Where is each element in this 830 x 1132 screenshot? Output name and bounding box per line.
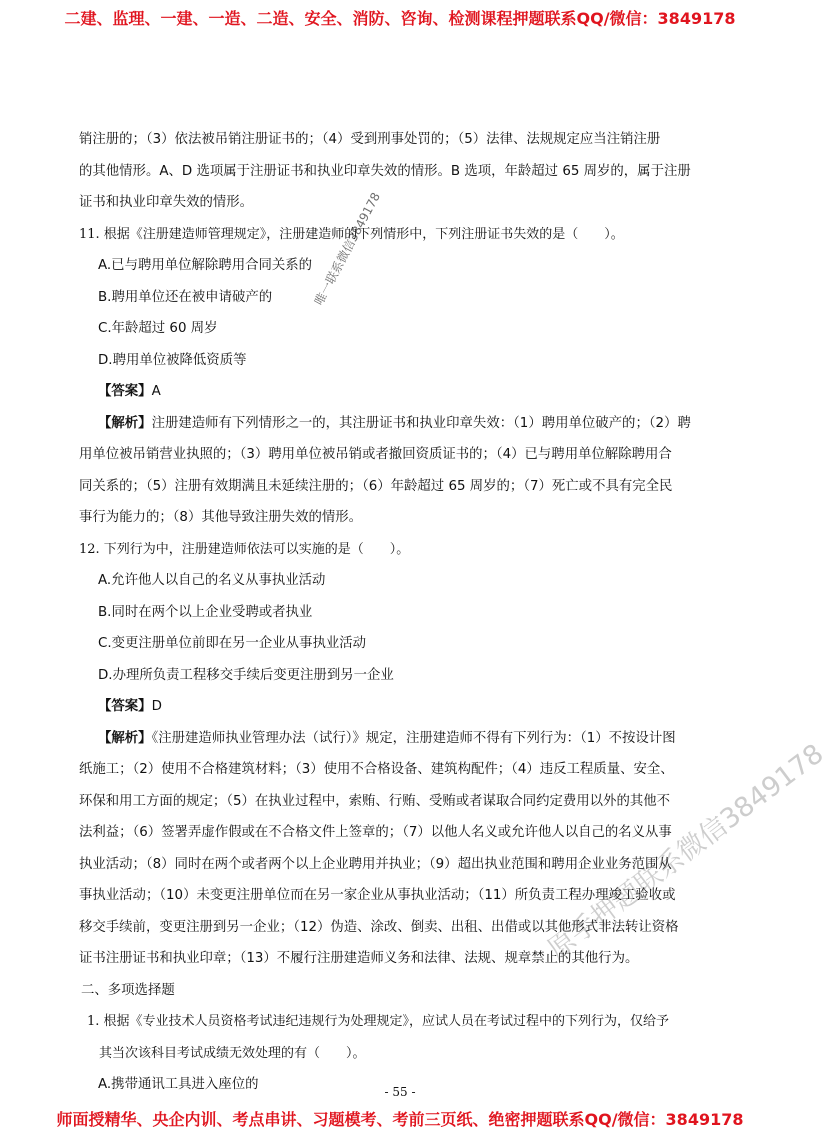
q11-option-c: C.年龄超过 60 周岁: [98, 321, 218, 336]
top-contact-banner: 二建、监理、一建、一造、二造、安全、消防、咨询、检测课程押题联系QQ/微信：3849178: [64, 9, 736, 28]
answer-value: D: [151, 699, 162, 714]
q12-analysis-line: 证书注册证书和执业印章；（13）不履行注册建造师义务和法律、法规、规章禁止的其他行为。: [79, 951, 639, 966]
question-12-stem: 12. 下列行为中，注册建造师依法可以实施的是（ ）。: [79, 541, 410, 557]
q12-option-a: A.允许他人以自己的名义从事执业活动: [98, 573, 326, 588]
q11-option-d: D.聘用单位被降低资质等: [98, 352, 247, 368]
analysis-text: 注册建造师有下列情形之一的，其注册证书和执业印章失效：（1）聘用单位破产的；（2）聘: [151, 415, 691, 431]
q11-option-b: B.聘用单位还在被申请破产的: [98, 289, 273, 305]
question-11-stem: 11. 根据《注册建造师管理规定》，注册建造师的下列情形中，下列注册证书失效的是（ ）。: [79, 226, 624, 242]
q12-answer: [79, 691, 739, 723]
watermark-small: 唯一联系微信3849178: [311, 190, 384, 308]
section-heading: 二、多项选择题: [81, 982, 175, 998]
mq1-stem: 1. 根据《专业技术人员资格考试违纪违规行为处理规定》，应试人员在考试过程中的下列行为，仅给予: [87, 1014, 670, 1029]
q11-analysis-line: 用单位被吊销营业执照的；（3）聘用单位被吊销或者撤回资质证书的；（4）已与聘用单位解除聘用合: [79, 447, 672, 462]
q12-analysis-line: 移交手续前，变更注册到另一企业；（12）伪造、涂改、倒卖、出租、出借或以其他形式非法转让资格: [79, 919, 679, 935]
q12-option-d: D.办理所负责工程移交手续后变更注册到另一企业: [98, 667, 394, 683]
q12-analysis-line: 法利益；（6）签署弄虚作假或在不合格文件上签章的；（7）以他人名义或允许他人以自己的名义从事: [79, 825, 672, 840]
mq1-stem-continued: 其当次该科目考试成绩无效处理的有（ ）。: [99, 1045, 366, 1061]
answer-value: A: [151, 384, 161, 399]
q11-analysis-line: 同关系的；（5）注册有效期满且未延续注册的；（6）年龄超过 65 周岁的；（7）死亡或不具有完全民: [79, 478, 673, 494]
analysis-text: 《注册建造师执业管理办法（试行）》规定，注册建造师不得有下列行为：（1）不按设计图: [151, 730, 676, 746]
q11-analysis-line: [79, 408, 739, 440]
q12-analysis-line: 事执业活动；（10）未变更注册单位而在另一家企业从事执业活动；（11）所负责工程办理竣工验收或: [79, 888, 676, 903]
q12-analysis-line: 环保和用工方面的规定；（5）在执业过程中，索贿、行贿、受贿或者谋取合同约定费用以外的其他不: [79, 793, 671, 809]
q11-option-a: A.已与聘用单位解除聘用合同关系的: [98, 258, 313, 273]
q11-analysis-line: 事行为能力的；（8）其他导致注册失效的情形。: [79, 510, 363, 525]
text-line: 的其他情形。A、D 选项属于注册证书和执业印章失效的情形。B 选项，年龄超过 65 周岁的，属于注册: [79, 163, 691, 179]
q11-answer: [79, 376, 739, 408]
q12-analysis-line: [79, 723, 739, 755]
text-line: 销注册的；（3）依法被吊销注册证书的；（4）受到刑事处罚的；（5）法律、法规规定应当注销注册: [79, 132, 661, 147]
answer-tag: 【答案】: [98, 699, 152, 714]
analysis-tag: 【解析】: [98, 415, 152, 431]
q12-analysis-line: 纸施工；（2）使用不合格建筑材料；（3）使用不合格设备、建筑构配件；（4）违反工程质量、安全、: [79, 762, 674, 777]
q12-analysis-line: 执业活动；（8）同时在两个或者两个以上企业聘用并执业；（9）超出执业范围和聘用企业业务范围从: [79, 856, 672, 872]
page-number: - 55 -: [384, 1085, 416, 1099]
q12-option-b: B.同时在两个以上企业受聘或者执业: [98, 604, 313, 620]
page-content: [79, 124, 739, 1101]
q12-option-c: C.变更注册单位前即在另一企业从事执业活动: [98, 636, 367, 651]
text-line: 证书和执业印章失效的情形。: [79, 195, 254, 210]
analysis-tag: 【解析】: [98, 730, 152, 746]
watermark-large: 原手押题联系微信3849178: [542, 738, 830, 966]
bottom-contact-banner: 师面授精华、央企内训、考点串讲、习题模考、考前三页纸、绝密押题联系QQ/微信：3849178: [56, 1110, 744, 1129]
mq1-option-a: A.携带通讯工具进入座位的: [98, 1077, 259, 1092]
answer-tag: 【答案】: [98, 384, 152, 399]
